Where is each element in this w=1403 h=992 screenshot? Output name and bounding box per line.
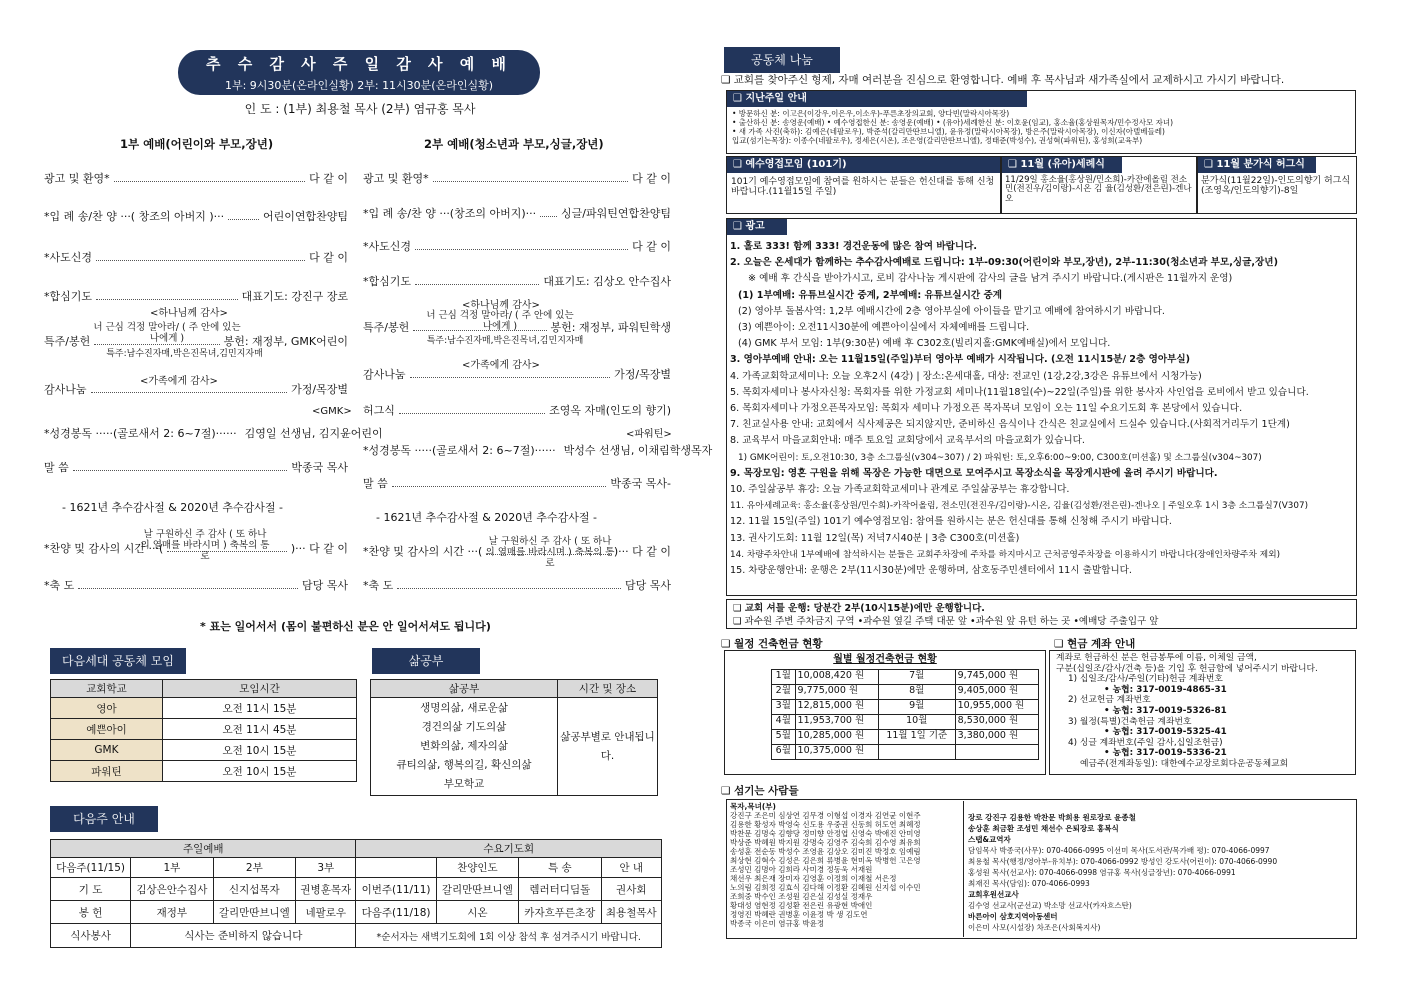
building-cell: 6월 (772, 744, 796, 759)
order-value: 대표기도: 강진구 장로 (241, 290, 348, 303)
building-cell: 10,955,000 원 (955, 699, 1038, 714)
leader-dots (96, 254, 305, 261)
next-cell: 재정부 (131, 901, 213, 924)
praise-song-2: 날 구원하신 주 감사 ( 또 하나의 열매를 바라시며 ) 축복의 통로 (485, 536, 615, 569)
leader-dots (96, 293, 238, 300)
harvest-text-2: - 1621년 추수감사절 & 2020년 추수감사절 - (376, 511, 597, 524)
study-item: 경건의삶 기도의삶 (421, 721, 507, 733)
cash-line: 예금주(전계좌동일): 대한예수교장로회다운공동체교회 (1080, 758, 1289, 769)
notice-item: 12. 11월 15일(주일) 101기 예수영접모임: 참여를 원하시는 분은 헌신대를 통해 신청해 주시기 바랍니다. (730, 516, 1172, 528)
study-table (370, 679, 658, 796)
order-value: 싱글/파워틴연합찬양팀 (561, 207, 671, 220)
nextgen-table (50, 679, 357, 782)
next-cell: 특 송 (519, 858, 601, 878)
order-item (363, 577, 671, 593)
leader-dots (397, 582, 621, 589)
order-label: *찬양 및 감사의 시간 ···( (363, 545, 483, 558)
order-label: 말 씀 (363, 477, 388, 490)
order-item (44, 288, 348, 304)
special-singers-1: 특주:남수진자매,박은진목녀,김민지자매 (106, 349, 263, 359)
servers-divider (963, 801, 964, 937)
notice-item: 1. 홀로 333! 함께 333! 경건운동에 많은 참여 바랍니다. (730, 241, 978, 252)
study-title: 삶공부 (372, 648, 480, 674)
order-value: 조영옥 자매(인도의 향기) (549, 404, 671, 417)
building-cell: 9월 (878, 699, 955, 714)
server-line: 조성민 김명아 김희라 사미경 정동욱 서재원 (730, 865, 873, 874)
server-line: 송성훈 전순동 박성수 조영윤 김상오 김미진 박정호 임예림 (730, 847, 921, 856)
order-label: 말 씀 (44, 461, 69, 474)
nextgen-cell: 영아 (51, 698, 163, 719)
to-god-label-1: <하나님께 감사> (150, 308, 228, 319)
to-god-label-2: <하나님께 감사> (462, 300, 540, 311)
building-cell: 9,745,000 원 (955, 669, 1038, 684)
cash-title: ❑ 현금 계좌 안내 (1054, 638, 1136, 650)
building-row (772, 684, 1039, 699)
next-cell: 최용철목사 (601, 901, 661, 924)
special-singers-2: 특주:남수진자매,박은진목녀,김민지자매 (426, 336, 584, 346)
building-cell: 12,815,000 원 (795, 699, 878, 714)
notice-item: (2) 영아부 돌봄사역: 1,2부 예배시간에 2층 영아부실에 아이들을 맡기고 예배에 참여하시기 바랍니다. (738, 305, 1165, 317)
baptism-box (1001, 156, 1197, 214)
next-cell: 신지섭목자 (213, 878, 295, 901)
next-cell: 찬양인도 (436, 858, 518, 878)
order-item (44, 170, 348, 186)
order-item (363, 238, 671, 254)
to-family-label-2: <가족에게 감사> (462, 360, 540, 371)
notice-item: 7. 친교실사용 안내: 교회에서 식사제공은 되지않지만, 준비하신 음식이나 간식은 친교실에서 드실수 있습니다.(사회적거리두기 1단계) (730, 419, 1290, 431)
order-item (363, 170, 671, 186)
notice-item: (1) 1부예배: 유튜브실시간 중계, 2부예배: 유튜브실시간 중계 (738, 289, 1003, 301)
server-line: 김용한 황성자 박영숙 신도용 우중권 신동희 허도연 최혜정 (730, 820, 921, 829)
next-cell: 김상은안수집사 (131, 878, 213, 901)
order-value: 박성수 선생님, 이채림학생목자 (563, 444, 713, 457)
cash-line: 2) 선교헌금 계좌번호 (1068, 695, 1151, 706)
server-line: 박종국 이은미 염규홍 박윤정 (730, 919, 825, 928)
next-title: 다음주 안내 (50, 806, 158, 832)
servers-title: ❑ 섬기는 사람들 (721, 785, 799, 797)
building-cell: 1월 (772, 669, 796, 684)
notice-item: ※ 예배 후 간식을 받아가시고, 로비 감사나눔 게시판에 감사의 글을 남겨 주시기 바랍니다.(게시판은 11월까지 운영) (748, 273, 1233, 285)
welcome-meeting-title: ❑ 예수영접모임 (101기) (727, 157, 1000, 173)
order-label: *성경봉독 ·····(골로새서 2: 6~7절)······ (44, 427, 237, 440)
cash-line: 4) 싱글 계좌번호(주일 감사,십일조헌금) (1068, 737, 1223, 748)
special-song-1: 너 근심 걱정 말아라/ ( 주 안에 있는 나에게 ) (93, 322, 241, 344)
building-table (771, 669, 1039, 760)
leader-dots (415, 243, 628, 250)
praise-song-1: 날 구원하신 주 감사 ( 또 하나의 열매를 바라시며 ) 축복의 통로 (140, 529, 270, 562)
order-label: 광고 및 환영* (363, 172, 429, 185)
next-cell: 네팔로우 (296, 901, 356, 924)
notice-item: 14. 차량주차안내 1부예배에 참석하시는 분들은 교회주차장에 주차를 하지마시고 근처공영주차장을 이용하시기 바랍니다(장애인차량주차 제외) (730, 549, 1281, 560)
powertin-label: <파워틴> (626, 429, 672, 440)
order-label: 광고 및 환영* (44, 172, 110, 185)
building-cell: 9,405,000 원 (955, 684, 1038, 699)
order-label: 감사나눔 (363, 368, 406, 381)
notice-item: 10. 주일삶공부 휴강: 오늘 가족교회학교세미나 관계로 주일삶공부는 휴강합니다. (730, 484, 1070, 496)
building-row (772, 744, 1039, 759)
leader-dots (78, 582, 298, 589)
last-week-line: • 출산하신 분: 송영운(예배) • 예수영접한신 분: 송영운(예배) • (유아)세례한신 분: 이호윤(임교), 홍소율(홍상원목자/민수정사모 자녀) (732, 117, 1174, 127)
notice-list (730, 239, 1355, 579)
order-value: 다 같 이 (309, 251, 348, 264)
leader-dots (73, 464, 288, 471)
order-value: 대표기도: 김상오 안수집사 (543, 275, 671, 288)
building-cell: 10,008,420 원 (795, 669, 878, 684)
welcome-meeting-text: 101기 예수영접모임에 참여를 원하시는 분들은 헌신대를 통해 신청 바랍니다.(11월15일 주일) (731, 176, 995, 197)
building-cell: 10,375,000 원 (795, 744, 878, 759)
community-title: 공동체 나눔 (724, 47, 840, 73)
next-week-table (50, 839, 662, 948)
leader-dots (540, 210, 557, 217)
study-col: 시간 및 장소 (558, 680, 658, 698)
building-cell (878, 744, 955, 759)
nextgen-cell: 오전 11시 15분 (162, 698, 356, 719)
order-value: )··· 다 같 이 (613, 545, 671, 558)
next-cell: 갈리만딴브니엘 (436, 878, 518, 901)
order-value: 박종국 목사- (610, 477, 671, 490)
servers-left (730, 802, 960, 928)
last-week-line: • 방문하신 분: 이고은(이강우,이은우,이소우)-푸른초장의교회, 양다빈(말락시아목장) (732, 108, 1010, 118)
leader-dots (114, 175, 306, 182)
notice-item: 8. 교육부서 마을교회안내: 매주 토요일 교회당에서 교육부서의 마을교회가 있습니다. (730, 435, 1085, 447)
study-item: 생명의삶, 새로운삶 (420, 702, 508, 714)
next-cell: 이번주(11/11) (356, 878, 436, 901)
service-leader: 인 도 : (1부) 최용철 목사 (2부) 염규홍 목사 (244, 102, 476, 116)
building-heading: 월별 월정건축헌금 현황 (833, 654, 937, 665)
building-cell: 11,953,700 원 (795, 714, 878, 729)
hug-title: ❑ 11월 분가식 허그식 (1198, 157, 1316, 173)
order-label: 특주/봉헌 (363, 321, 410, 334)
study-item: 변화의삶, 제자의삶 (420, 740, 508, 752)
next-cell: 1부 (131, 858, 213, 878)
order-item (363, 402, 671, 418)
order-item (44, 425, 383, 441)
service1-heading: 1부 예배(어린이와 부모,장년) (120, 137, 274, 151)
server-line: 담임목사 박종국(사무): 070-4066-0995 이선미 목사(도서관/목가배 평): 070-4066-0997 (968, 846, 1270, 855)
cash-line: 1) 십일조/감사/주일(기타)헌금 계좌번호 (1068, 674, 1223, 685)
to-family-label-1: <가족에게 감사> (140, 376, 218, 387)
study-place: 삶공부별로 안내됩니다. (558, 698, 658, 796)
order-label: *합심기도 (363, 275, 412, 288)
notice-item: (3) 예쁜아이: 오전11시30분에 예쁜아이실에서 자체예배를 드립니다. (738, 322, 1030, 334)
study-item: 부모학교 (443, 778, 485, 790)
order-value: 박종국 목사 (291, 461, 348, 474)
server-line: 홍성원 목사(선교사): 070-4066-0998 염규홍 목사(싱글장년): 070-4066-0991 (968, 868, 1236, 877)
special-song-2: 너 근심 걱정 말아라/ ( 주 안에 있는 나에게 ) (426, 310, 574, 332)
parking-line: ❑ 과수원 주변 주차금지 구역 •과수원 옆길 주택 대문 앞 •과수원 앞 유턴 하는 곳 •예배당 주출입구 앞 (733, 616, 1159, 627)
server-line: 송상훈 최금환 조성민 채선수 은퇴장로 홍복식 (968, 824, 1119, 833)
order-label: *입 례 송/찬 양 ···( 창조의 아버지 )··· (44, 210, 225, 223)
last-week-title: ❑ 지난주일 안내 (727, 91, 1027, 107)
hug-box (1197, 156, 1357, 214)
leader-dots (415, 278, 539, 285)
server-line: 장로 강진구 김용한 박찬문 박희용 원로장로 윤종철 (968, 813, 1136, 822)
notice-item: 1) GMK어린이: 토,오전10:30, 3층 소그룹실(v304~307) / 2) 파워틴: 토,오후6:00~9:00, C300호(미션홀) 및 소그룹실(v304~307) (738, 452, 1262, 463)
building-cell: 8월 (878, 684, 955, 699)
order-value: )··· 다 같 이 (290, 542, 348, 555)
cash-line: • 농협: 317-0019-5326-81 (1104, 705, 1227, 716)
order-item (44, 459, 348, 475)
building-row (772, 714, 1039, 729)
server-line: 황대성 염현정 김성환 전은린 유광현 박애인 (730, 901, 873, 910)
order-label: 감사나눔 (44, 383, 87, 396)
next-cell: 3부 (296, 858, 356, 878)
building-cell: 3,380,000 원 (955, 729, 1038, 744)
nextgen-cell: 오전 10시 15분 (162, 740, 356, 761)
cash-line: • 농협: 317-0019-4865-31 (1104, 684, 1227, 695)
notice-item: 15. 차량운행안내: 운행은 2부(11시30분)에만 운행하며, 삼호동주민센터에서 11시 출발합니다. (730, 565, 1132, 577)
order-item (44, 577, 348, 593)
building-cell: 3월 (772, 699, 796, 714)
order-label: *성경봉독 ·····(골로새서 2: 6~7절)······ (363, 444, 556, 457)
order-value: 봉헌: 재정부, 파워틴학생 (550, 321, 671, 334)
server-line: 최상현 김혁수 김성은 김은희 류병윤 현미옥 박병헌 고은영 (730, 856, 921, 865)
building-cell: 2월 (772, 684, 796, 699)
nextgen-cell: 예쁜아이 (51, 719, 163, 740)
order-value: 가정/목장별 (614, 368, 671, 381)
next-cell: 안 내 (601, 858, 661, 878)
building-row (772, 729, 1039, 744)
notice-item: 2. 오늘은 온세대가 함께하는 추수감사예배로 드립니다: 1부-09:30(어린이와 부모,장년), 2부-11:30(청소년과 부모,싱글,장년) (730, 257, 1278, 269)
next-cell: 권병훈목자 (296, 878, 356, 901)
order-label: *사도신경 (44, 251, 93, 264)
next-cell: 다음주(11/18) (356, 901, 436, 924)
last-week-lines (727, 107, 1355, 147)
gmk-label: <GMK> (312, 406, 352, 417)
server-line: 박찬문 김명숙 김향당 정미향 안정엽 신영숙 박애진 안미영 (730, 829, 921, 838)
building-cell: 9,775,000 원 (795, 684, 878, 699)
nextgen-cell: GMK (51, 740, 163, 761)
order-label: *축 도 (363, 579, 394, 592)
order-value: 김영일 선생님, 김지윤어린이 (244, 427, 383, 440)
building-cell (955, 744, 1038, 759)
nextgen-col: 모임시간 (162, 680, 356, 698)
notice-item: 4. 가족교회학교세미나: 오늘 오후2시 (4강) | 장소:온세대홀, 대상: 전교인 (1강,2강,3강은 유튜브에서 시청가능) (730, 370, 1202, 382)
next-cell: 식사봉사 (51, 924, 131, 948)
server-line: 교회후원선교사 (968, 890, 1019, 899)
cash-box (1049, 650, 1356, 775)
sunday-header: 주일예배 (51, 840, 356, 858)
server-line: 목자,목녀(부) (730, 802, 776, 811)
study-items (371, 698, 558, 796)
order-label: *찬양 및 감사의 시간 ···( (44, 542, 164, 555)
welcome-text: ❑ 교회를 찾아주신 형제, 자매 여러분을 진심으로 환영합니다. 예배 후 목사님과 새가족실에서 교제하시고 가시기 바랍니다. (721, 74, 1285, 86)
nextgen-title: 다음세대 공동체 모임 (50, 648, 186, 674)
order-value: 가정/목장별 (291, 383, 348, 396)
next-cell: 갈리만딴브니엘 (213, 901, 295, 924)
cash-line: 구분(십일조/감사/건축 등)을 기입 후 헌금함에 넣어주시기 바랍니다. (1056, 663, 1318, 674)
service2-heading: 2부 예배(청소년과 부모,싱글,장년) (424, 137, 604, 151)
building-cell: 11월 1일 기준 (878, 729, 955, 744)
server-line: 바른아이 삼호지역아동센터 (968, 912, 1058, 921)
order-item (363, 205, 671, 221)
order-value: 봉헌: 재정부, GMK어린이 (223, 335, 348, 348)
order-label: *입 례 송/찬 양 ···(창조의 아버지)··· (363, 207, 537, 220)
server-line: 채선우 최은재 장미자 김영훈 이정희 이재철 서은정 (730, 874, 897, 883)
hug-text: 분가식(11월22일)-인도의향기 허그식(조영옥/인도의향기)-8일 (1201, 175, 1351, 196)
service-times: 1부: 9시30분(온라인실황) 2부: 11시30분(온라인실황) (224, 79, 494, 92)
order-value: 담당 목사 (624, 579, 671, 592)
building-cell: 10,285,000 원 (795, 729, 878, 744)
order-item (363, 273, 671, 289)
bus-line: ❑ 교회 셔틀 운행: 당분간 2부(10시15분)에만 운행합니다. (733, 603, 985, 614)
nextgen-cell: 오전 11시 45분 (162, 719, 356, 740)
cash-line: • 농협: 317-0019-5325-41 (1104, 727, 1227, 738)
building-cell: 10월 (878, 714, 955, 729)
service-title: 추 수 감 사 주 일 감 사 예 배 (206, 55, 512, 73)
next-cell: 봉 헌 (51, 901, 131, 924)
next-cell: 시온 (436, 901, 518, 924)
leader-dots (410, 371, 611, 378)
bus-box (726, 599, 1357, 629)
next-cell: 카자흐푸른초장 (519, 901, 601, 924)
last-week-line: 입교(섬기는목장): 이종수(네팔로우), 정세은(시온), 조은영(갈리만딴브니엘), 정태준(박성수), 권성혁(파워틴), 홍성희(교육부) (732, 135, 1143, 145)
cash-line: 3) 월정(특별)건축헌금 계좌번호 (1068, 716, 1192, 727)
order-value: 다 같 이 (309, 172, 348, 185)
building-cell: 7월 (878, 669, 955, 684)
order-item (363, 475, 671, 491)
notice-item: 5. 목회자세미나 봉사자신청: 목회자를 위한 가정교회 세미나(11월18일(수)~22일(주일)를 위한 봉사자 사인업을 로비에서 받고 있습니다. (730, 386, 1309, 398)
cash-line: 계좌로 헌금하신 분은 헌금봉투에 이름, 이체일 금액, (1056, 653, 1257, 663)
notice-title: ❑ 광고 (727, 219, 787, 235)
building-box (724, 650, 1046, 775)
study-col: 삶공부 (371, 680, 558, 698)
nextgen-cell: 오전 10시 15분 (162, 761, 356, 782)
server-line: 정영진 박혜란 권병훈 이윤정 박 생 김도연 (730, 910, 868, 919)
order-label: *사도신경 (363, 240, 412, 253)
notice-item: 6. 목회자세미나 가정오픈목자모임: 목회자 세미나 가정오픈 목자목녀 모임이 오는 11일 수요기도회 후 본당에서 있습니다. (730, 403, 1243, 415)
leader-dots (228, 213, 259, 220)
order-label: *합심기도 (44, 290, 93, 303)
order-item (44, 208, 348, 224)
order-value: 다 같 이 (632, 240, 671, 253)
nextgen-cell: 파워틴 (51, 761, 163, 782)
next-cell: 다음주(11/15) (51, 858, 131, 878)
building-cell: 4월 (772, 714, 796, 729)
notice-item: 11. 유아세례교육: 홍소율(홍상원/민수희)-카작어올림, 전소민(전진우/김이랑)-시온, 김율(김성환/전은린)-겐나오 | 주일오후 1시 3층 소그룹실7(V307) (730, 501, 1309, 512)
building-cell: 8,530,000 원 (955, 714, 1038, 729)
next-cell: *순서자는 새벽기도회에 1회 이상 참석 후 섬겨주시기 바랍니다. (356, 924, 662, 948)
order-item (363, 442, 713, 458)
stand-note: * 표는 일어서서 (몸이 불편하신 분은 안 일어서셔도 됩니다) (200, 620, 491, 633)
welcome-meeting-box (726, 156, 1001, 214)
order-item (44, 249, 348, 265)
next-cell: 식사는 준비하지 않습니다 (131, 924, 356, 948)
server-line: 이은미 사모(시설장) 차조은(사회복지사) (968, 923, 1101, 932)
harvest-text-1: - 1621년 추수감사절 & 2020년 추수감사절 - (62, 501, 283, 514)
order-value: 다 같 이 (632, 172, 671, 185)
baptism-title: ❑ 11월 (유아)세례식 (1002, 157, 1122, 173)
notice-item: (4) GMK 부서 모임: 1부(9:30분) 예배 후 C302호(빌리지홀:GMK예배실)에서 모입니다. (738, 338, 1111, 350)
nextgen-col: 교회학교 (51, 680, 163, 698)
last-week-box (726, 90, 1356, 154)
leader-dots (399, 407, 545, 414)
order-value: 담당 목사 (301, 579, 348, 592)
next-cell: 렘러터디딤돌 (519, 878, 601, 901)
notice-item: 9. 목장모임: 영혼 구원을 위해 목장은 가능한 대면으로 모여주시고 목장소식을 목장게시판에 올려 주시기 바랍니다. (730, 467, 1218, 479)
order-value: 어린이연합찬양팀 (262, 210, 348, 223)
leader-dots (392, 480, 607, 487)
baptism-text: 11/29일 홍소율(홍상원/민소희)-카잔에올림 전소민(전진우/김이랑)-시온 김 율(김성환/전은린)-겐나오 (1005, 174, 1192, 205)
server-line: 김수영 선교사(군선교) 박소망 선교사(카자흐스탄) (968, 901, 1132, 910)
order-label: *축 도 (44, 579, 75, 592)
next-cell: 2부 (213, 858, 295, 878)
server-line: 노의림 김희정 김효식 김다해 이정환 김혜원 신지섭 이수민 (730, 883, 921, 892)
notice-item: 13. 권사기도회: 11월 12일(목) 저녁7시40분 | 3층 C300호(미션홀) (730, 532, 1020, 544)
study-item: 큐티의삶, 행복의길, 확신의삶 (396, 759, 532, 771)
next-cell: 기 도 (51, 878, 131, 901)
server-line: 스탭&교역자 (968, 835, 1011, 844)
wed-header: 수요기도회 (356, 840, 662, 858)
leader-dots (433, 175, 629, 182)
building-cell: 5월 (772, 729, 796, 744)
next-cell: 권사회 (601, 878, 661, 901)
server-line: 강진구 조은미 심상연 김무경 이형섭 이경자 김연균 이현주 (730, 811, 921, 820)
last-week-line: • 새 가족 사진(축하): 김예은(네팔로우), 박준석(갈리만딴브니엘), 윤유정(말락시아목장), 방은주(말락시아목장), 이신자(아델베들레) (732, 126, 1165, 136)
notice-item: 3. 영아부예배 안내: 오는 11월15일(주일)부터 영아부 예배가 시작됩니다. (오전 11시15분/ 2층 영아부실) (730, 354, 1191, 366)
servers-right (968, 812, 1354, 933)
server-line: 박상준 박혜원 박지원 강명숙 김영주 김숙희 김수영 최유희 (730, 838, 921, 847)
building-title: ❑ 월정 건축헌금 현황 (721, 638, 823, 650)
server-line: 조희중 박수인 조성원 김은실 김성실 정재우 (730, 892, 873, 901)
order-label: 허그식 (363, 404, 395, 417)
order-label: 특주/봉헌 (44, 335, 91, 348)
building-row (772, 669, 1039, 684)
cash-line: • 농협: 317-0019-5336-21 (1104, 748, 1227, 759)
server-line: 최용철 목사(행정/영아부-유치부): 070-4066-0992 방성인 강도사(어린이): 070-4066-0990 (968, 857, 1278, 866)
service-title-banner (178, 50, 540, 95)
server-line: 최재진 목사(담임): 070-4066-0993 (968, 879, 1090, 888)
building-row (772, 699, 1039, 714)
next-cell (356, 858, 436, 878)
